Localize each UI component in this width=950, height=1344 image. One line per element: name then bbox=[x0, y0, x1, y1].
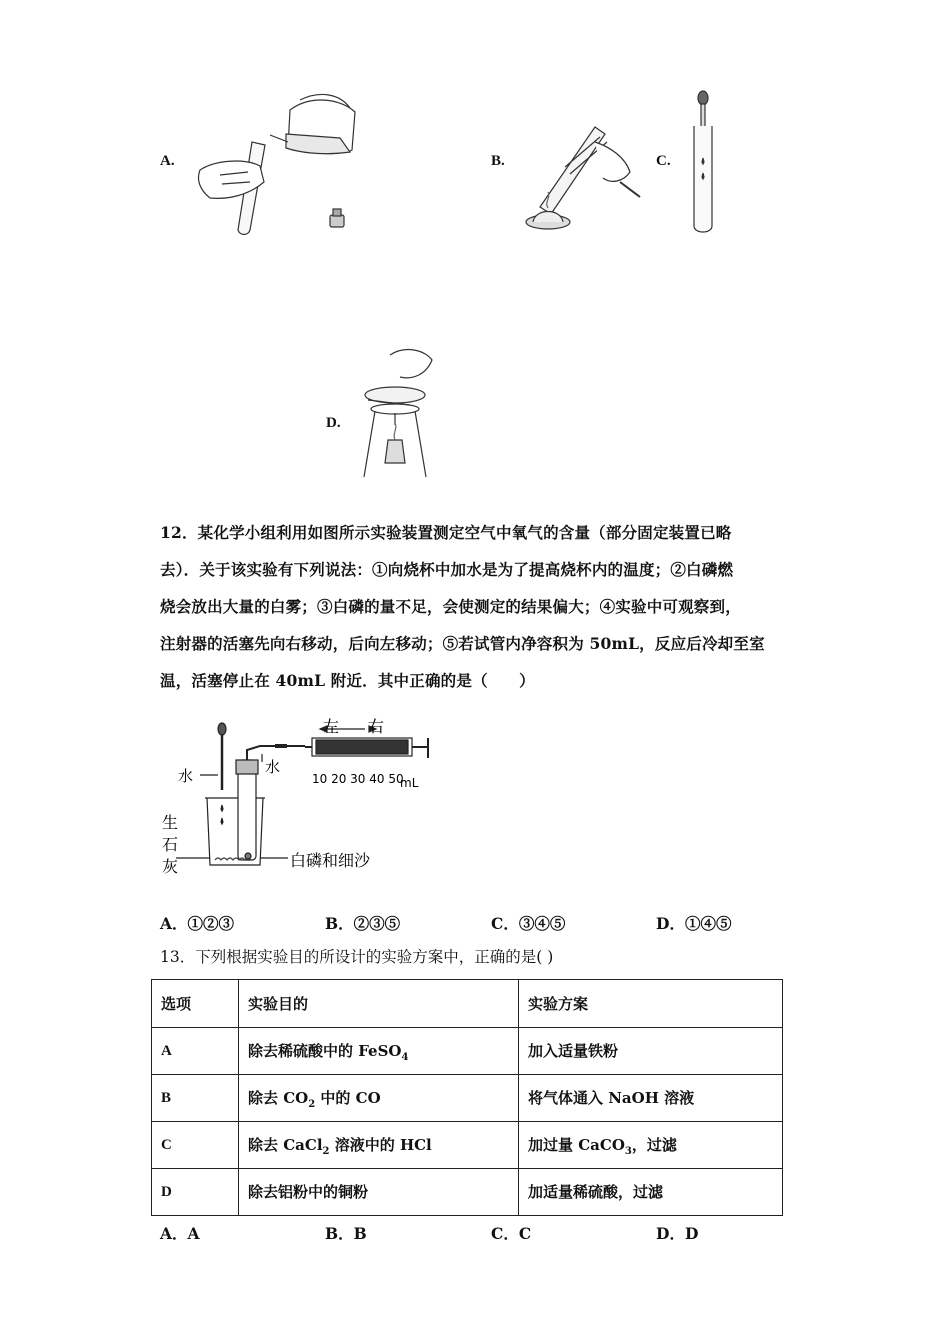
q11-option-a-label: A. bbox=[160, 153, 175, 169]
row-plan: 将气体通入 NaOH 溶液 bbox=[519, 1075, 783, 1122]
q12-choice-a[interactable]: A．①②③ bbox=[160, 914, 235, 933]
phosphorus-sand-label: 白磷和细沙 bbox=[290, 851, 371, 870]
q12-choice-c[interactable]: C．③④⑤ bbox=[491, 914, 566, 933]
q13-choice-b[interactable]: B．B bbox=[325, 1224, 367, 1243]
q13-choice-c[interactable]: C．C bbox=[491, 1224, 532, 1243]
syringe-scale: 10 20 30 40 50 bbox=[312, 772, 404, 786]
q12-stem bbox=[160, 514, 800, 699]
q12-choice-d[interactable]: D．①④⑤ bbox=[656, 914, 732, 933]
pouring-liquid-illustration bbox=[190, 90, 370, 240]
row-purpose: 除去稀硫酸中的 FeSO$_4$ bbox=[239, 1028, 519, 1075]
oxygen-measurement-apparatus-diagram bbox=[160, 710, 440, 885]
syringe-piston bbox=[316, 740, 408, 754]
row-plan: 加过量 CaCO$_3$，过滤 bbox=[519, 1122, 783, 1169]
header-purpose: 实验目的 bbox=[239, 980, 519, 1028]
q12-line-2: 去）．关于该实验有下列说法：①向烧杯中加水是为了提高烧杯内的温度；②白磷燃 bbox=[160, 560, 734, 579]
evaporating-dish-tripod-illustration bbox=[350, 345, 440, 480]
q12-line-5: 温，活塞停止在 40mL 附近．其中正确的是（ ） bbox=[160, 671, 535, 690]
table-header-row bbox=[152, 980, 783, 1028]
table-row bbox=[152, 1169, 783, 1216]
q13-choice-d[interactable]: D．D bbox=[656, 1224, 699, 1243]
row-plan: 加入适量铁粉 bbox=[519, 1028, 783, 1075]
water-label-dropper: 水 bbox=[178, 767, 194, 785]
q12-line-4: 注射器的活塞先向右移动，后向左移动；⑤若试管内净容积为 50mL，反应后冷却至室 bbox=[160, 634, 765, 653]
q13-choice-a[interactable]: A．A bbox=[160, 1224, 200, 1243]
q11-option-d-label: D. bbox=[326, 415, 341, 431]
row-option: B bbox=[152, 1075, 239, 1122]
q11-option-b-label: B. bbox=[491, 153, 505, 169]
q13-stem: 13．下列根据实验目的所设计的实验方案中，正确的是( ) bbox=[160, 948, 554, 966]
table-row bbox=[152, 1122, 783, 1169]
table-row bbox=[152, 1075, 783, 1122]
table-row bbox=[152, 1028, 783, 1075]
water-label-tube: 水 bbox=[265, 758, 281, 776]
header-plan: 实验方案 bbox=[519, 980, 783, 1028]
quicklime-char-1: 生 bbox=[162, 813, 179, 832]
right-label: 右 bbox=[368, 717, 385, 736]
header-option: 选项 bbox=[152, 980, 239, 1028]
row-purpose: 除去 CaCl$_2$ 溶液中的 HCl bbox=[239, 1122, 519, 1169]
syringe-unit: mL bbox=[400, 776, 419, 790]
row-option: D bbox=[152, 1169, 239, 1216]
row-purpose: 除去 $CO_2$ 中的 CO bbox=[239, 1075, 519, 1122]
dropper-in-test-tube-illustration bbox=[688, 88, 718, 236]
quicklime-char-2: 石 bbox=[162, 835, 179, 854]
q12-line-1: 12．某化学小组利用如图所示实验装置测定空气中氧气的含量（部分固定装置已略 bbox=[160, 523, 732, 542]
left-label: 左 bbox=[323, 717, 340, 736]
heating-test-tube-illustration bbox=[515, 112, 645, 237]
q12-choice-b[interactable]: B．②③⑤ bbox=[325, 914, 401, 933]
row-option: C bbox=[152, 1122, 239, 1169]
q12-line-3: 烧会放出大量的白雾；③白磷的量不足，会使测定的结果偏大；④实验中可观察到， bbox=[160, 597, 741, 616]
q11-option-c-label: C. bbox=[656, 153, 671, 169]
row-plan: 加适量稀硫酸，过滤 bbox=[519, 1169, 783, 1216]
row-purpose: 除去铝粉中的铜粉 bbox=[239, 1169, 519, 1216]
dropper-bulb bbox=[218, 723, 226, 735]
row-option: A bbox=[152, 1028, 239, 1075]
quicklime-char-3: 灰 bbox=[162, 857, 179, 876]
q13-table bbox=[151, 979, 783, 1216]
